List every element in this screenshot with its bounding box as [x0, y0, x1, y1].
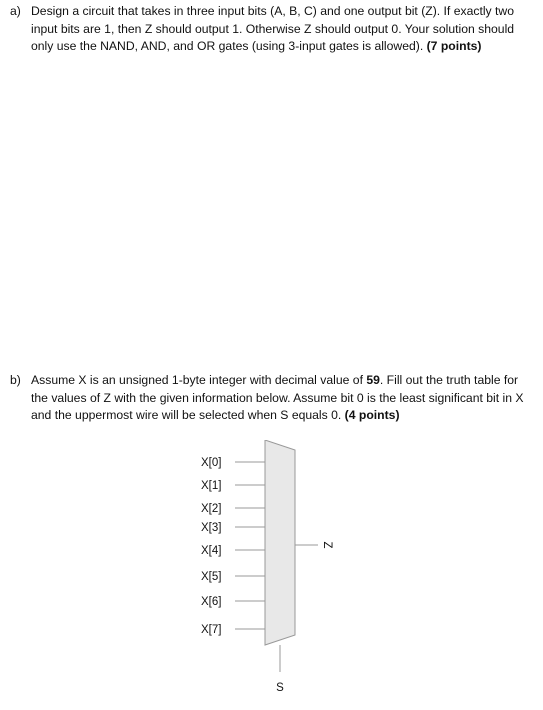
question-a-marker: a) — [10, 4, 21, 18]
mux-input-label: X[7] — [201, 624, 222, 636]
mux-body — [265, 440, 295, 645]
question-a-points: (7 points) — [426, 39, 482, 53]
question-b-value: 59 — [366, 373, 380, 387]
mux-input-label: X[0] — [201, 457, 222, 469]
mux-output-label: Z — [321, 541, 333, 549]
question-b-body-1: Assume X is an unsigned 1-byte integer with decimal value of — [31, 373, 367, 387]
question-a-text — [31, 3, 530, 56]
mux-input-label: X[2] — [201, 503, 222, 515]
mux-input-label: X[4] — [201, 545, 222, 557]
question-b-text — [31, 372, 530, 425]
mux-select-label: S — [276, 682, 284, 694]
question-a — [10, 3, 530, 56]
question-a-body: Design a circuit that takes in three input bits (A, B, C) and one output bit (Z). If exactly two input bits are 1, then Z should output 1. Otherwise Z should output 0. Your solution should only use the NAND, AND, and OR gates (using 3-input gates is allowed). — [31, 4, 515, 53]
mux-diagram — [185, 440, 355, 705]
question-b-marker: b) — [10, 373, 21, 387]
question-b — [10, 372, 530, 425]
mux-input-label: X[3] — [201, 522, 222, 534]
mux-input-label: X[6] — [201, 596, 222, 608]
mux-input-label: X[5] — [201, 571, 222, 583]
mux-inputs — [201, 457, 265, 636]
mux-input-label: X[1] — [201, 480, 222, 492]
question-b-body-2: . Fill out the truth table for the values of Z with the given information below. Assume bit 0 is the least significant bit in X and the uppermost wire will be selected when S equals 0. — [31, 373, 524, 422]
question-b-points: (4 points) — [344, 408, 400, 422]
